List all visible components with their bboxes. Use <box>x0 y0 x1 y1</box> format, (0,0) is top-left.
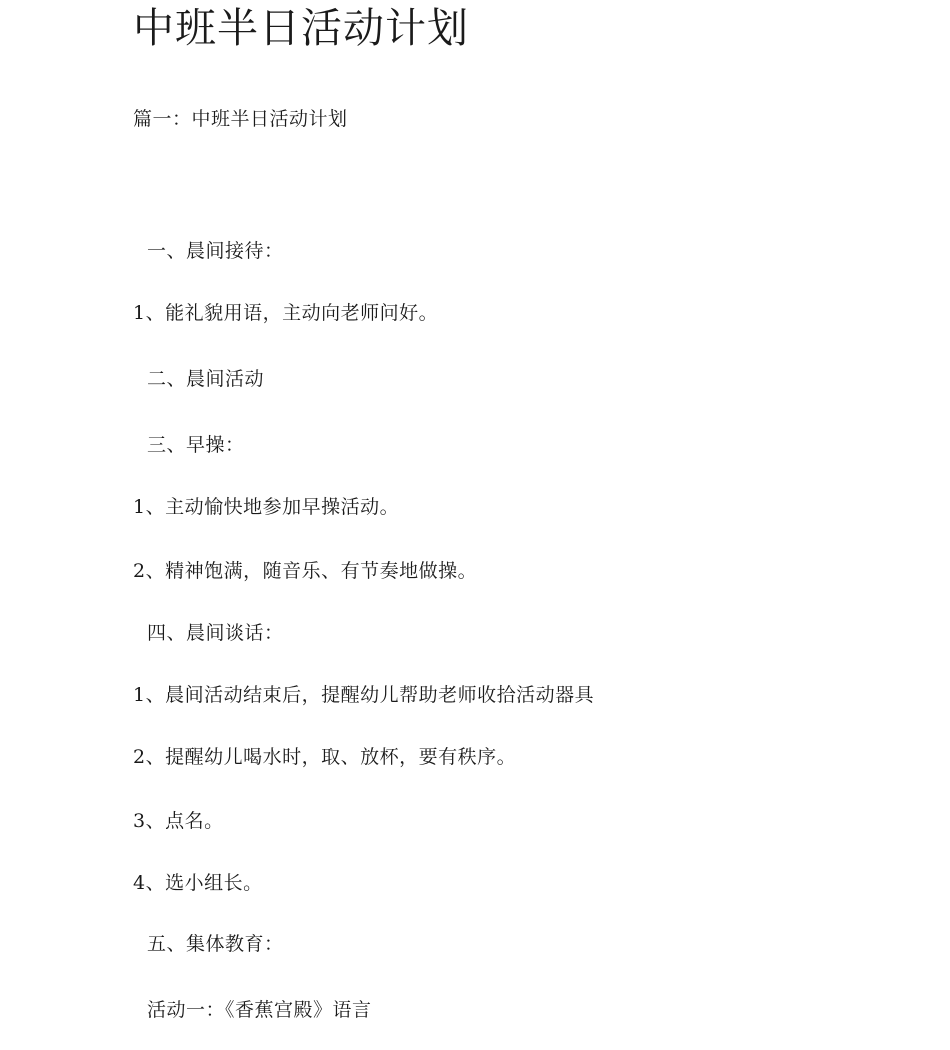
list-item: 4、选小组长。 <box>133 872 263 894</box>
list-item: 1、主动愉快地参加早操活动。 <box>133 496 400 518</box>
document-subtitle: 篇一：中班半日活动计划 <box>133 108 348 130</box>
list-item: 3、点名。 <box>133 810 224 832</box>
list-item: 1、能礼貌用语，主动向老师问好。 <box>133 302 439 324</box>
list-item: 2、精神饱满，随音乐、有节奏地做操。 <box>133 560 478 582</box>
document-title: 中班半日活动计划 <box>133 4 469 52</box>
section-heading-morning-reception: 一、晨间接待： <box>147 240 284 262</box>
section-heading-group-education: 五、集体教育： <box>147 933 284 955</box>
section-heading-morning-activity: 二、晨间活动 <box>147 368 265 390</box>
section-heading-morning-talk: 四、晨间谈话： <box>147 622 284 644</box>
activity-heading: 活动一：《香蕉宫殿》语言 <box>147 999 372 1021</box>
section-heading-morning-exercise: 三、早操： <box>147 434 245 456</box>
list-item: 2、提醒幼儿喝水时，取、放杯，要有秩序。 <box>133 746 517 768</box>
list-item: 1、晨间活动结束后，提醒幼儿帮助老师收拾活动器具 <box>133 684 595 706</box>
